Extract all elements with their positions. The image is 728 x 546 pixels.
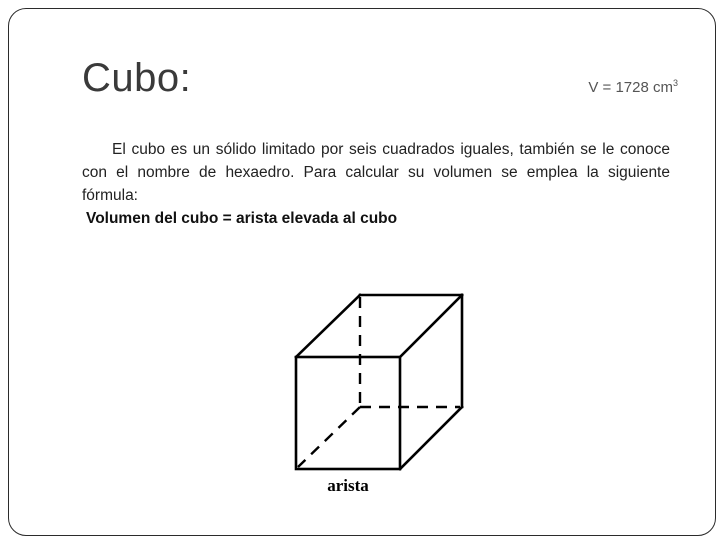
edge-label: arista xyxy=(327,476,369,495)
slide-title: Cubo: xyxy=(82,56,192,100)
cube-top-right-edge xyxy=(400,295,462,357)
volume-exponent: 3 xyxy=(672,78,678,88)
cube-description: El cubo es un sólido limitado por seis cuadrados iguales, también se le conoce con el nombre de hexaedro. Para calcular su volumen se emplea la siguiente fórmula: xyxy=(82,141,670,204)
cube-bottom-right-edge xyxy=(400,407,462,469)
cube-hidden-bottom-left-edge xyxy=(298,407,360,467)
volume-value: V = 1728 cm xyxy=(588,79,673,96)
cube-diagram xyxy=(280,285,480,495)
volume-formula: Volumen del cubo = arista elevada al cubo xyxy=(86,210,398,227)
cube-top-left-edge xyxy=(296,295,360,357)
volume-note xyxy=(588,78,678,96)
